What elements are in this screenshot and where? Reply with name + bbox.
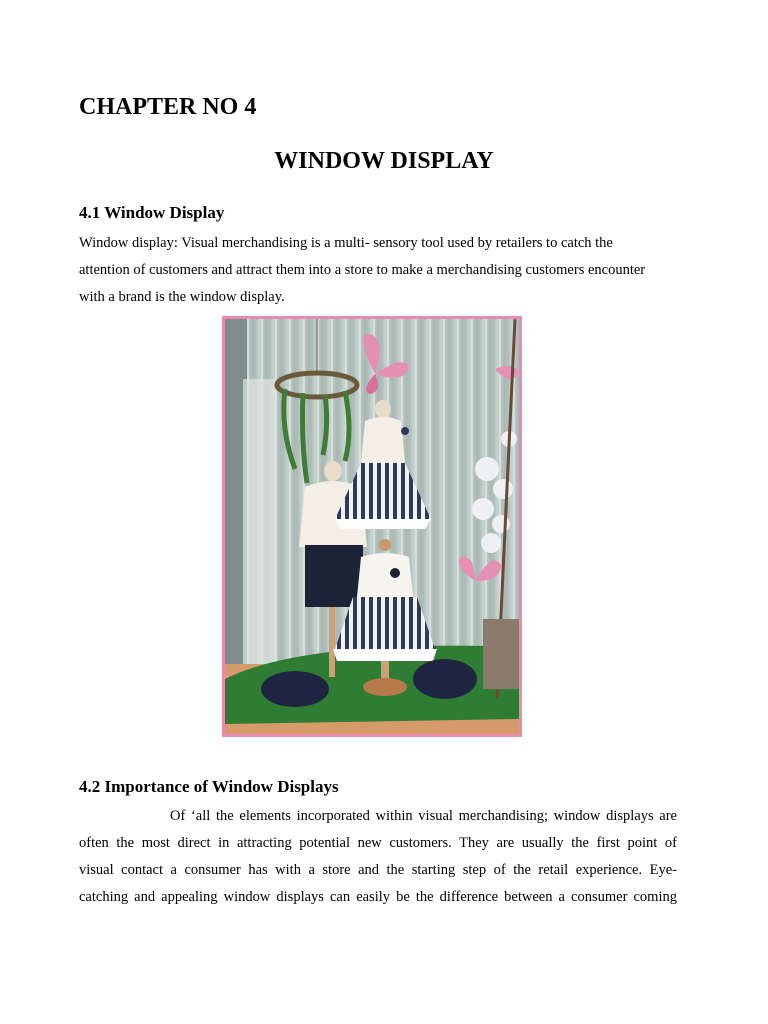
paragraph-line: with a brand is the window display. bbox=[79, 289, 285, 305]
folded-clothes bbox=[261, 671, 329, 707]
paragraph-line: attention of customers and attract them into a store to make a merchandising customers encounter bbox=[79, 262, 646, 278]
paragraph-line: visual contact a consumer has with a store and the starting step of the retail experience. Eye- bbox=[79, 862, 677, 878]
paragraph-line: Window display: Visual merchandising is a multi- sensory tool used by retailers to catch the bbox=[79, 235, 613, 251]
paragraph-line: Of ‘all the elements incorporated within visual merchandising; window displays are bbox=[170, 808, 677, 824]
section-paragraph-4-2 bbox=[79, 803, 677, 911]
page-title: WINDOW DISPLAY bbox=[274, 148, 494, 174]
paragraph-line: catching and appealing window displays can easily be the difference between a consumer coming bbox=[79, 889, 677, 905]
window-display-illustration bbox=[225, 319, 519, 734]
paragraph-line: often the most direct in attracting potential new customers. They are usually the first point of bbox=[79, 835, 677, 851]
window-display-photo bbox=[222, 316, 522, 737]
section-heading-4-1: 4.1 Window Display bbox=[79, 203, 225, 222]
chapter-heading: CHAPTER NO 4 bbox=[79, 94, 257, 120]
folded-clothes bbox=[413, 659, 477, 699]
section-paragraph-4-1 bbox=[79, 230, 677, 311]
section-heading-4-2: 4.2 Importance of Window Displays bbox=[79, 777, 339, 796]
